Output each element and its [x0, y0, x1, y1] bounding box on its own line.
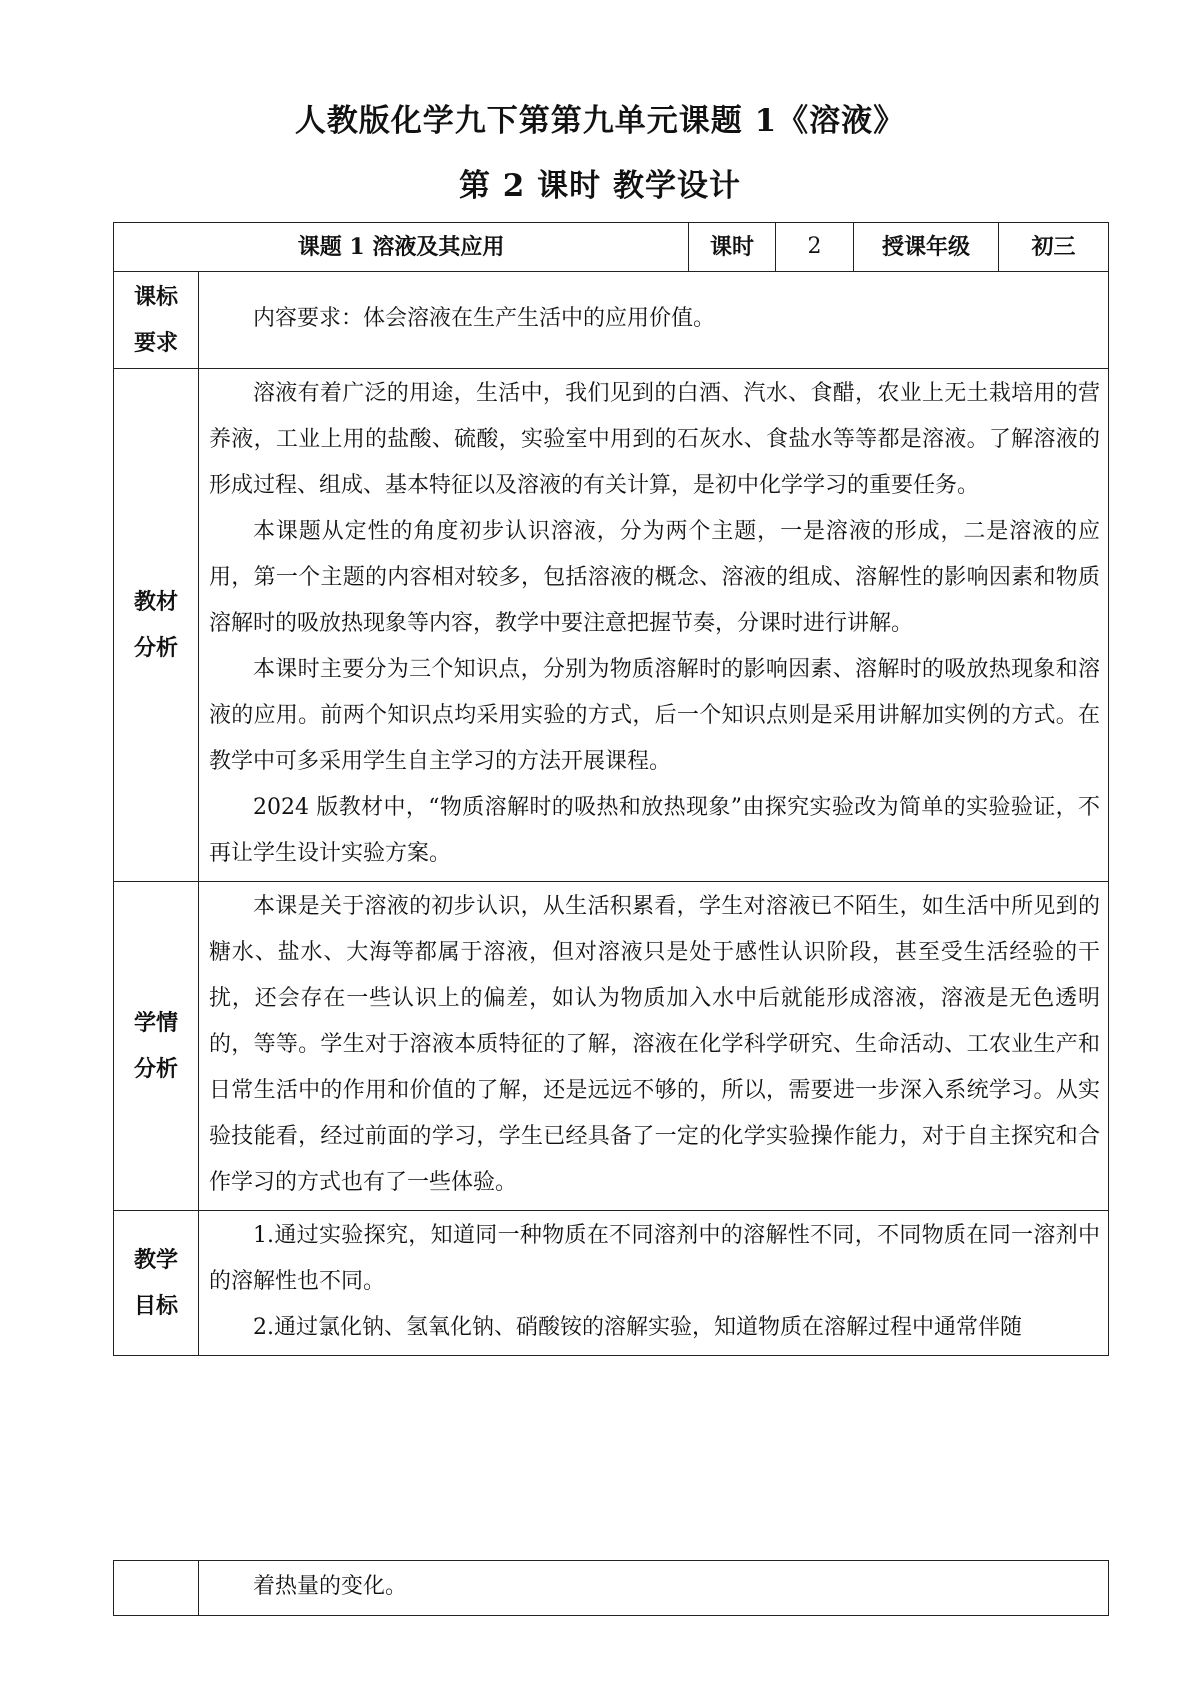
standard-row	[114, 272, 1109, 369]
textbook-paragraph-4: 2024 版教材中，“物质溶解时的吸热和放热现象”由探究实验改为简单的实验验证，不再让学生设计实验方案。	[209, 795, 1101, 866]
goals-paragraph-2: 2.通过氯化钠、氢氧化钠、硝酸铵的溶解实验，知道物质在溶解过程中通常伴随	[253, 1315, 1022, 1340]
students-label-cell	[114, 882, 199, 1211]
goals-label-line2: 目标	[133, 1293, 178, 1319]
goals-label-line1: 教学	[133, 1247, 178, 1273]
document-title: 人教版化学九下第第九单元课题 1《溶液》	[294, 103, 906, 139]
period-value-cell: 2	[776, 223, 854, 272]
continuation-table	[113, 1560, 1109, 1616]
standard-label-line2: 要求	[133, 330, 178, 356]
goals-paragraph-1: 1.通过实验探究，知道同一种物质在不同溶剂中的溶解性不同，不同物质在同一溶剂中的溶解性也不同。	[209, 1223, 1101, 1294]
goals-row	[114, 1211, 1109, 1356]
textbook-content-cell	[199, 369, 1109, 882]
textbook-label-line2: 分析	[133, 635, 178, 661]
students-row	[114, 882, 1109, 1211]
table-header-row	[114, 223, 1109, 272]
goals-content-cell	[199, 1211, 1109, 1356]
document-subtitle: 第 2 课时 教学设计	[459, 168, 741, 204]
continuation-row	[114, 1561, 1109, 1616]
textbook-paragraph-2: 本课题从定性的角度初步认识溶液，分为两个主题，一是溶液的形成，二是溶液的应用，第一个主题的内容相对较多，包括溶液的概念、溶液的组成、溶解性的影响因素和物质溶解时的吸放热现象等内容，教学中要注意把握节奏，分课时进行讲解。	[209, 519, 1101, 636]
textbook-label-cell	[114, 369, 199, 882]
continuation-label-cell	[114, 1561, 199, 1616]
grade-label-cell: 授课年级	[854, 223, 999, 272]
students-label-line1: 学情	[133, 1010, 178, 1036]
grade-value-cell: 初三	[999, 223, 1109, 272]
goals-label-cell	[114, 1211, 199, 1356]
standard-content-cell	[199, 272, 1109, 369]
textbook-label-line1: 教材	[133, 589, 178, 615]
lesson-plan-table	[113, 222, 1109, 1356]
period-label-cell: 课时	[689, 223, 776, 272]
students-label-line2: 分析	[133, 1056, 178, 1082]
textbook-paragraph-3: 本课时主要分为三个知识点，分别为物质溶解时的影响因素、溶解时的吸放热现象和溶液的应用。前两个知识点均采用实验的方式，后一个知识点则是采用讲解加实例的方式。在教学中可多采用学生自主学习的方法开展课程。	[209, 657, 1101, 774]
topic-cell: 课题 1 溶液及其应用	[114, 223, 689, 272]
continuation-paragraph: 着热量的变化。	[253, 1574, 408, 1599]
standard-label-cell	[114, 272, 199, 369]
standard-label-line1: 课标	[133, 284, 178, 310]
students-content-cell	[199, 882, 1109, 1211]
textbook-paragraph-1: 溶液有着广泛的用途，生活中，我们见到的白酒、汽水、食醋，农业上无土栽培用的营养液，工业上用的盐酸、硫酸，实验室中用到的石灰水、食盐水等等都是溶液。了解溶液的形成过程、组成、基本特征以及溶液的有关计算，是初中化学学习的重要任务。	[209, 381, 1101, 498]
students-paragraph: 本课是关于溶液的初步认识，从生活积累看，学生对溶液已不陌生，如生活中所见到的糖水、盐水、大海等都属于溶液，但对溶液只是处于感性认识阶段，甚至受生活经验的干扰，还会存在一些认识上的偏差，如认为物质加入水中后就能形成溶液，溶液是无色透明的，等等。学生对于溶液本质特征的了解，溶液在化学科学研究、生命活动、工农业生产和日常生活中的作用和价值的了解，还是远远不够的，所以，需要进一步深入系统学习。从实验技能看，经过前面的学习，学生已经具备了一定的化学实验操作能力，对于自主探究和合作学习的方式也有了一些体验。	[209, 894, 1101, 1195]
standard-paragraph: 内容要求：体会溶液在生产生活中的应用价值。	[253, 306, 716, 331]
textbook-row	[114, 369, 1109, 882]
continuation-content-cell	[199, 1561, 1109, 1616]
